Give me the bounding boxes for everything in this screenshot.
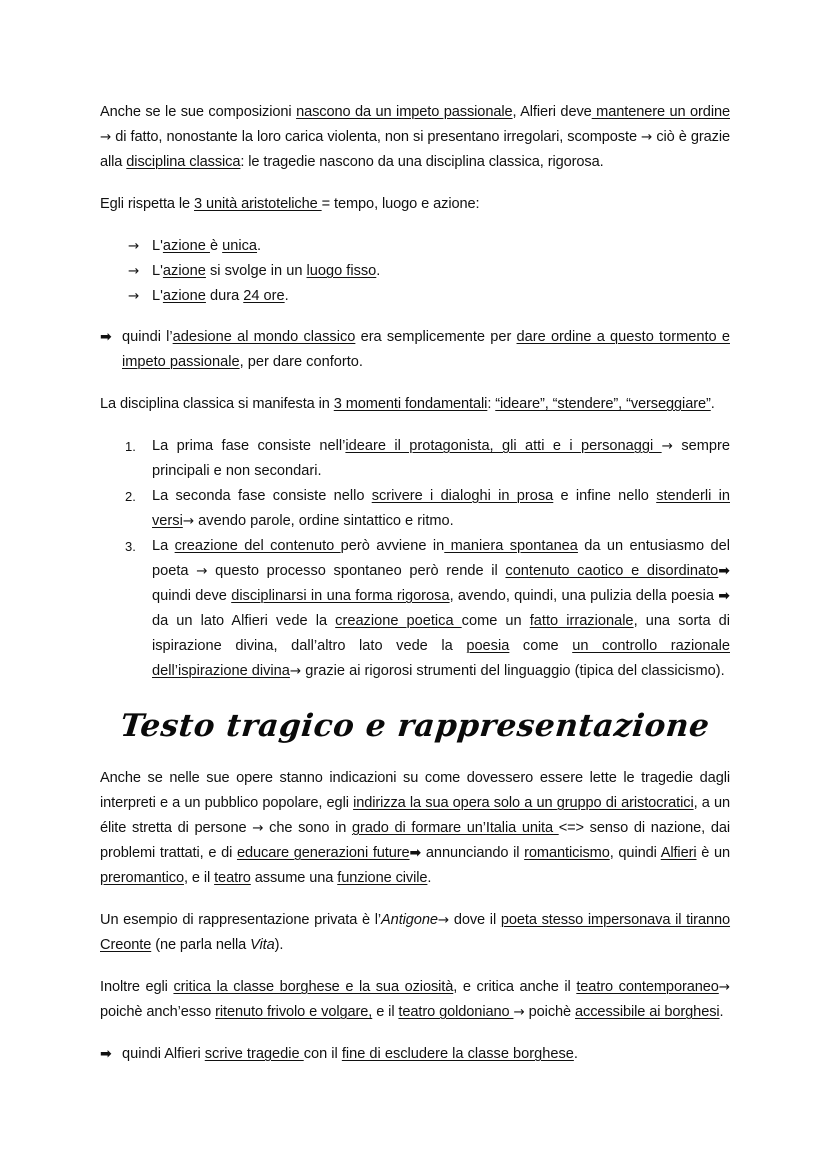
list-number: 2. xyxy=(125,489,136,504)
underlined-run: luogo fisso xyxy=(306,263,377,279)
list-item xyxy=(100,484,730,534)
right-arrow-icon: → xyxy=(128,288,140,304)
text-run: e infine nello xyxy=(553,488,657,504)
arrow-bullet-list xyxy=(100,234,730,309)
text-run: è un xyxy=(696,845,731,861)
text-run: Egli rispetta le xyxy=(100,196,195,212)
underlined-run: maniera spontanea xyxy=(444,538,578,554)
text-run: , per dare conforto. xyxy=(239,354,363,370)
underlined-run: azione xyxy=(162,238,210,254)
underlined-run: un controllo razionale dell’ispirazione divina xyxy=(152,638,730,679)
paragraph-adesione-mondo-classico xyxy=(100,325,730,375)
text-run: dove il xyxy=(449,912,501,928)
text-run: . xyxy=(719,1004,724,1020)
solid-right-arrow-icon: ➡ xyxy=(718,588,730,604)
text-run: <=> senso di nazione, dai problemi trattati, e di xyxy=(100,820,730,861)
text-run: , Alfieri deve xyxy=(512,104,592,120)
text-run: grazie ai rigorosi strumenti del linguaggio (tipica del classicismo). xyxy=(301,663,725,679)
text-run: quindi deve xyxy=(152,588,232,604)
text-run: era semplicemente per xyxy=(355,329,517,345)
italic-title-vita: Vita xyxy=(250,937,275,953)
right-arrow-icon: → xyxy=(196,563,208,579)
list-item xyxy=(100,234,730,259)
right-arrow-icon: → xyxy=(513,1004,525,1020)
underlined-run: nascono da un impeto passionale xyxy=(296,104,513,120)
paragraph-unita-aristoteliche xyxy=(100,192,730,217)
text-run: poichè anch’esso xyxy=(100,1004,216,1020)
underlined-run: 3 momenti fondamentali xyxy=(333,396,488,412)
text-run: . xyxy=(284,288,289,304)
underlined-run: adesione al mondo classico xyxy=(172,329,356,345)
section-heading: Testo tragico e rappresentazione xyxy=(118,708,712,744)
list-item xyxy=(100,434,730,484)
text-run: però avviene in xyxy=(340,538,445,554)
paragraph-conclusione xyxy=(100,1042,730,1067)
underlined-run: grado di formare un’Italia unita xyxy=(351,820,559,836)
underlined-run: teatro goldoniano xyxy=(398,1004,514,1020)
solid-right-arrow-icon: ➡ xyxy=(100,1046,112,1062)
text-run: . xyxy=(573,1046,578,1062)
text-run: e il xyxy=(372,1004,399,1020)
text-run: L' xyxy=(152,288,163,304)
text-run: è xyxy=(209,238,223,254)
text-run: . xyxy=(427,870,432,886)
list-item xyxy=(100,284,730,309)
underlined-run: critica la classe borghese e la sua oziosità xyxy=(173,979,454,995)
text-run: da un lato Alfieri vede la xyxy=(152,613,336,629)
underlined-run: creazione poetica xyxy=(335,613,462,629)
text-run: , a un élite stretta di persone xyxy=(100,795,730,836)
underlined-run: preromantico xyxy=(100,870,184,886)
right-arrow-icon: → xyxy=(718,979,731,995)
underlined-run: indirizza la sua opera solo a un gruppo di aristocratici xyxy=(353,795,694,811)
text-run: ciò è grazie alla xyxy=(100,129,730,170)
text-run: . xyxy=(376,263,381,279)
underlined-run: fine di escludere la classe borghese xyxy=(341,1046,574,1062)
solid-right-arrow-icon: ➡ xyxy=(718,563,730,579)
underlined-run: poeta stesso impersonava il tiranno Creonte xyxy=(100,912,731,953)
text-run: questo processo spontaneo però rende il xyxy=(207,563,506,579)
underlined-run: stenderli in versi xyxy=(152,488,730,529)
underlined-run: dare ordine a questo tormento e impeto passionale xyxy=(122,329,730,370)
solid-right-arrow-icon: ➡ xyxy=(100,329,112,345)
text-run: L' xyxy=(152,263,163,279)
text-run: Anche se nelle sue opere stanno indicazioni su come dovessero essere lette le tragedie dagli interpreti e a un pubblico popolare, egli xyxy=(100,770,730,811)
text-run: annunciando il xyxy=(421,845,525,861)
underlined-run: creazione del contenuto xyxy=(174,538,341,554)
text-run: come un xyxy=(461,613,530,629)
underlined-run: unica xyxy=(222,238,258,254)
right-arrow-icon: → xyxy=(661,438,673,454)
text-run: si svolge in un xyxy=(205,263,307,279)
underlined-run: disciplinarsi in una forma rigorosa xyxy=(231,588,450,604)
text-run: dura xyxy=(205,288,244,304)
italic-title-antigone: Antigone xyxy=(381,912,438,928)
text-run: , quindi xyxy=(609,845,661,861)
text-run: . xyxy=(257,238,262,254)
text-run: poichè xyxy=(524,1004,576,1020)
underlined-run: romanticismo xyxy=(524,845,610,861)
list-item xyxy=(100,259,730,284)
text-run: . xyxy=(710,396,715,412)
underlined-run: ideare il protagonista, gli atti e i personaggi xyxy=(345,438,662,454)
underlined-run: scrivere i dialoghi in prosa xyxy=(371,488,554,504)
text-run: La seconda fase consiste nello xyxy=(152,488,372,504)
underlined-run: 24 ore xyxy=(243,288,285,304)
text-run: che sono in xyxy=(263,820,352,836)
underlined-run: teatro xyxy=(214,870,251,886)
underlined-run: 3 unità aristoteliche xyxy=(194,196,322,212)
right-arrow-icon: → xyxy=(437,912,450,928)
right-arrow-icon: → xyxy=(128,238,140,254)
right-arrow-icon: → xyxy=(182,513,195,529)
document-body xyxy=(100,100,730,1084)
underlined-run: educare generazioni future xyxy=(236,845,410,861)
text-run: con il xyxy=(303,1046,342,1062)
right-arrow-icon: → xyxy=(289,663,302,679)
underlined-run: funzione civile xyxy=(337,870,428,886)
list-item xyxy=(100,534,730,684)
text-run: La prima fase consiste nell’ xyxy=(152,438,346,454)
text-run: , avendo, quindi, una pulizia della poesia xyxy=(449,588,719,604)
paragraph-composizioni xyxy=(100,100,730,175)
solid-right-arrow-icon: ➡ xyxy=(409,845,422,861)
list-number: 3. xyxy=(125,539,136,554)
underlined-run: scrive tragedie xyxy=(204,1046,304,1062)
text-run: L' xyxy=(152,238,163,254)
text-run: , e critica anche il xyxy=(453,979,577,995)
right-arrow-icon: → xyxy=(100,129,112,145)
underlined-run: poesia xyxy=(466,638,510,654)
right-arrow-icon: → xyxy=(128,263,140,279)
list-number: 1. xyxy=(125,439,136,454)
text-run: Un esempio di rappresentazione privata è l’ xyxy=(100,912,382,928)
underlined-run: mantenere un ordine xyxy=(591,104,730,120)
underlined-run: teatro contemporaneo xyxy=(576,979,719,995)
underlined-run: disciplina classica xyxy=(126,154,241,170)
text-run: : xyxy=(487,396,496,412)
paragraph-critica-borghesia xyxy=(100,975,730,1025)
text-run: da un entusiasmo del poeta xyxy=(152,538,731,579)
text-run: quindi l’ xyxy=(122,329,173,345)
paragraph-indicazioni-opere xyxy=(100,766,730,891)
underlined-run: azione xyxy=(162,263,206,279)
paragraph-momenti-fondamentali xyxy=(100,392,730,417)
text-run: , una sorta di ispirazione divina, dall’altro lato vede la xyxy=(152,613,731,654)
underlined-run: ritenuto frivolo e volgare, xyxy=(215,1004,373,1020)
text-run: : le tragedie nascono da una disciplina classica, rigorosa. xyxy=(240,154,604,170)
text-run: Anche se le sue composizioni xyxy=(100,104,297,120)
right-arrow-icon: → xyxy=(641,129,653,145)
underlined-run: contenuto caotico e disordinato xyxy=(505,563,719,579)
right-arrow-icon: → xyxy=(252,820,264,836)
text-run: quindi Alfieri xyxy=(122,1046,205,1062)
text-run: La disciplina classica si manifesta in xyxy=(100,396,334,412)
text-run: di fatto, nonostante la loro carica violenta, non si presentano irregolari, scomposte xyxy=(111,129,642,145)
text-run: La xyxy=(152,538,175,554)
underlined-run: fatto irrazionale xyxy=(529,613,634,629)
text-run: avendo parole, ordine sintattico e ritmo. xyxy=(194,513,454,529)
text-run: sempre principali e non secondari. xyxy=(152,438,730,479)
text-run: , e il xyxy=(183,870,215,886)
underlined-run: “ideare”, “stendere”, “verseggiare” xyxy=(495,396,711,412)
text-run: assume una xyxy=(250,870,338,886)
underlined-run: azione xyxy=(162,288,206,304)
text-run: ). xyxy=(274,937,284,953)
text-run: Inoltre egli xyxy=(100,979,174,995)
underlined-run: Alfieri xyxy=(660,845,697,861)
numbered-list xyxy=(100,434,730,684)
paragraph-antigone xyxy=(100,908,730,958)
underlined-run: accessibile ai borghesi xyxy=(575,1004,720,1020)
text-run: = tempo, luogo e azione: xyxy=(321,196,480,212)
text-run: come xyxy=(509,638,573,654)
text-run: (ne parla nella xyxy=(151,937,251,953)
